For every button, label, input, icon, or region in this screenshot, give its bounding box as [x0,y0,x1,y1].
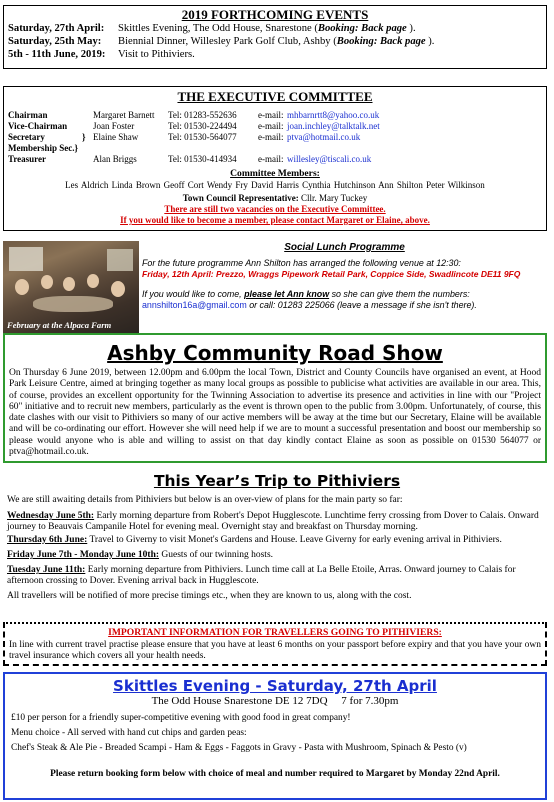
committee-heading: Committee Members: [230,168,320,179]
email-label: e-mail: [258,132,284,142]
executive-title: THE EXECUTIVE COMMITTEE [177,89,373,104]
photo-caption: February at the Alpaca Farm [7,320,112,330]
executive-committee-box [3,86,547,231]
member-tel: Tel: 01530-224494 [168,121,237,131]
event-row [8,49,195,61]
role-label: Treasurer [8,154,46,164]
photo-person [111,281,125,297]
road-show-box [3,333,547,463]
important-title: IMPORTANT INFORMATION FOR TRAVELLERS GOING TO PITHIVIERS: [108,627,442,638]
vacancy-notice: There are still two vacancies on the Executive Committee. [164,204,386,214]
event-row [8,23,416,35]
email-label: e-mail: [258,110,284,120]
photo-window [9,247,43,271]
role-label: Chairman [8,110,48,120]
road-show-body: On Thursday 6 June 2019, between 12.00pm and 6.00pm the local Town, District and County Councils have organised an event, at Hood Park Leisure Centre, aimed at bringing together as many local groups as possible to publicise what activities are available in our area. This, of course, provides an excellent opportunity for the Twinning Association to advertise its presence and activities in line with our "Project 60" initiative and to recruit new members, particularly as the event is thrown open to the public from 3.00pm. Unfortunately, of course, this date clashes with our visit to Pithiviers so many of our active members will be away at the time but our Secretary, Elaine will be available and will be co-ordinating our effort. However she will need help if we are to mount a successful presentation and boost our membership so please would anyone who is able and willing to assist on that day kindly contact Elaine as soon as possible on 01530 564077 or ptva@hotmail.co.uk. [9,368,541,458]
skittles-evening-box [3,672,547,800]
important-info-box [3,622,547,666]
photo-person [15,279,29,295]
trip-day [7,535,545,546]
trip-footer: All travellers will be notified of more precise timings etc., when they are known to us, along with the cost. [7,591,412,601]
trip-day-text: Early morning departure from Pithiviers. Lunch time call at La Belle Etoile, Arras. Onward journey to Calais for afternoon crossing to Dover. Evening arrival back in Hugglescote. [7,565,516,587]
member-tel: Tel: 01283-552636 [168,110,237,120]
member-email-link[interactable]: ptva@hotmail.co.uk [287,132,361,142]
event-text: Visit to Pithiviers. [118,49,195,60]
event-tail: ). [406,23,416,34]
member-email-link[interactable]: joan.inchley@talktalk.net [287,121,380,131]
role-label: Secretary [8,132,45,142]
email-label: e-mail: [258,154,284,164]
member-email-link[interactable]: willesley@tiscali.co.uk [287,154,372,164]
event-text: Skittles Evening, The Odd House, Snarestone ( [118,23,318,34]
event-date: Saturday, 25th May: [8,36,102,47]
trip-day-label: Friday June 7th - Monday June 10th: [7,550,160,560]
member-name: Margaret Barnett [93,110,155,120]
role-brace: } [82,132,86,142]
trip-day [7,550,545,561]
skittles-booking-note: Please return booking form below with choice of meal and number required to Margaret by Monday 22nd April. [50,769,500,779]
trip-day-text: Guests of our twinning hosts. [159,550,274,560]
member-name: Elaine Shaw [93,132,139,142]
lunch-intro: For the future programme Ann Shilton has arranged the following venue at 12:30: [142,258,461,268]
trip-title: This Year’s Trip to Pithiviers [153,472,401,490]
trip-day-label: Wednesday June 5th: [7,511,95,521]
event-text: Biennial Dinner, Willesley Park Golf Club, Ashby ( [118,36,337,47]
member-tel: Tel: 01530-414934 [168,154,237,164]
alpaca-farm-photo [3,241,139,333]
contact-pre: If you would like to come, [142,289,245,299]
member-email-link[interactable]: mhbarnrtt8@yahoo.co.uk [287,110,380,120]
skittles-menu-heading: Menu choice - All served with hand cut chips and garden peas: [11,728,247,738]
role-label: Vice-Chairman [8,121,68,131]
role-label: Membership Sec.} [8,143,79,153]
skittles-price: £10 per person for a friendly super-competitive evening with good food in great company! [11,713,351,723]
trip-day-label: Thursday 6th June: [7,535,88,545]
lunch-email-link[interactable]: annshilton16a@gmail.com [142,300,247,310]
contact-highlight: please let Ann know [244,289,330,299]
lunch-contact-email [142,300,547,310]
lunch-venue: Friday, 12th April: Prezzo, Wraggs Pipework Retail Park, Coppice Side, Swadlincote DE11 9FQ [142,269,521,279]
contact-post: so she can give them the numbers: [329,289,470,299]
lunch-contact [142,289,547,299]
council-rep [4,193,546,203]
important-body: In line with current travel practise please ensure that you have at least 6 months on your passport before expiry and that you have your own travel insurance which covers all your health needs. [9,640,541,662]
email-label: e-mail: [258,121,284,131]
event-date: Saturday, 27th April: [8,23,105,34]
forthcoming-events-box [3,5,547,69]
trip-day [7,511,545,534]
event-date: 5th - 11th June, 2019: [8,49,106,60]
photo-person [41,275,53,289]
council-label: Town Council Representative: [182,193,299,203]
event-booking: Booking: Back page [336,36,426,47]
trip-day-label: Tuesday June 11th: [7,565,86,575]
member-tel: Tel: 01530-564077 [168,132,237,142]
event-row [8,36,434,48]
lunch-title: Social Lunch Programme [284,242,405,253]
photo-window [107,249,133,271]
photo-person [63,277,75,291]
committee-list: Les Aldrich Linda Brown Geoff Cort Wendy Fry David Harris Cynthia Hutchinson Ann Shilton Peter Wilkinson [65,180,485,190]
member-name: Alan Briggs [93,154,137,164]
trip-day [7,565,545,588]
photo-table [33,296,113,312]
social-lunch-section [142,241,547,331]
contact-tail: or call: 01283 225066 (leave a message if she isn't there). [246,300,477,310]
member-name: Joan Foster [93,121,135,131]
event-booking: Booking: Back page [317,23,407,34]
event-tail: ). [425,36,435,47]
trip-intro: We are still awaiting details from Pithiviers but below is an over-view of plans for the main party so far: [7,495,403,505]
events-title: 2019 FORTHCOMING EVENTS [181,7,369,22]
photo-person [87,274,99,288]
road-show-title: Ashby Community Road Show [107,341,443,365]
trip-day-text: Travel to Giverny to visit Monet's Gardens and House. Leave Giverny for early evening arrival in Pithiviers. [87,535,502,545]
vacancy-contact: If you would like to become a member, please contact Margaret or Elaine, above. [120,215,430,225]
council-name: Cllr. Mary Tuckey [301,193,368,203]
skittles-subtitle: The Odd House Snarestone DE 12 7DQ 7 for 7.30pm [151,695,399,707]
trip-day-text: Early morning departure from Robert's Depot Hugglescote. Lunchtime ferry crossing from Dover to Calais. Onward journey to Beauvais Campanile Hotel for evening meal. Overnight stay and breakfast on Thursday morning. [7,511,539,533]
skittles-title: Skittles Evening - Saturday, 27th April [113,677,437,695]
skittles-menu-choices: Chef's Steak & Ale Pie - Breaded Scampi - Ham & Eggs - Faggots in Gravy - Pasta with Mushroom, Spinach & Pesto (v) [11,743,467,753]
